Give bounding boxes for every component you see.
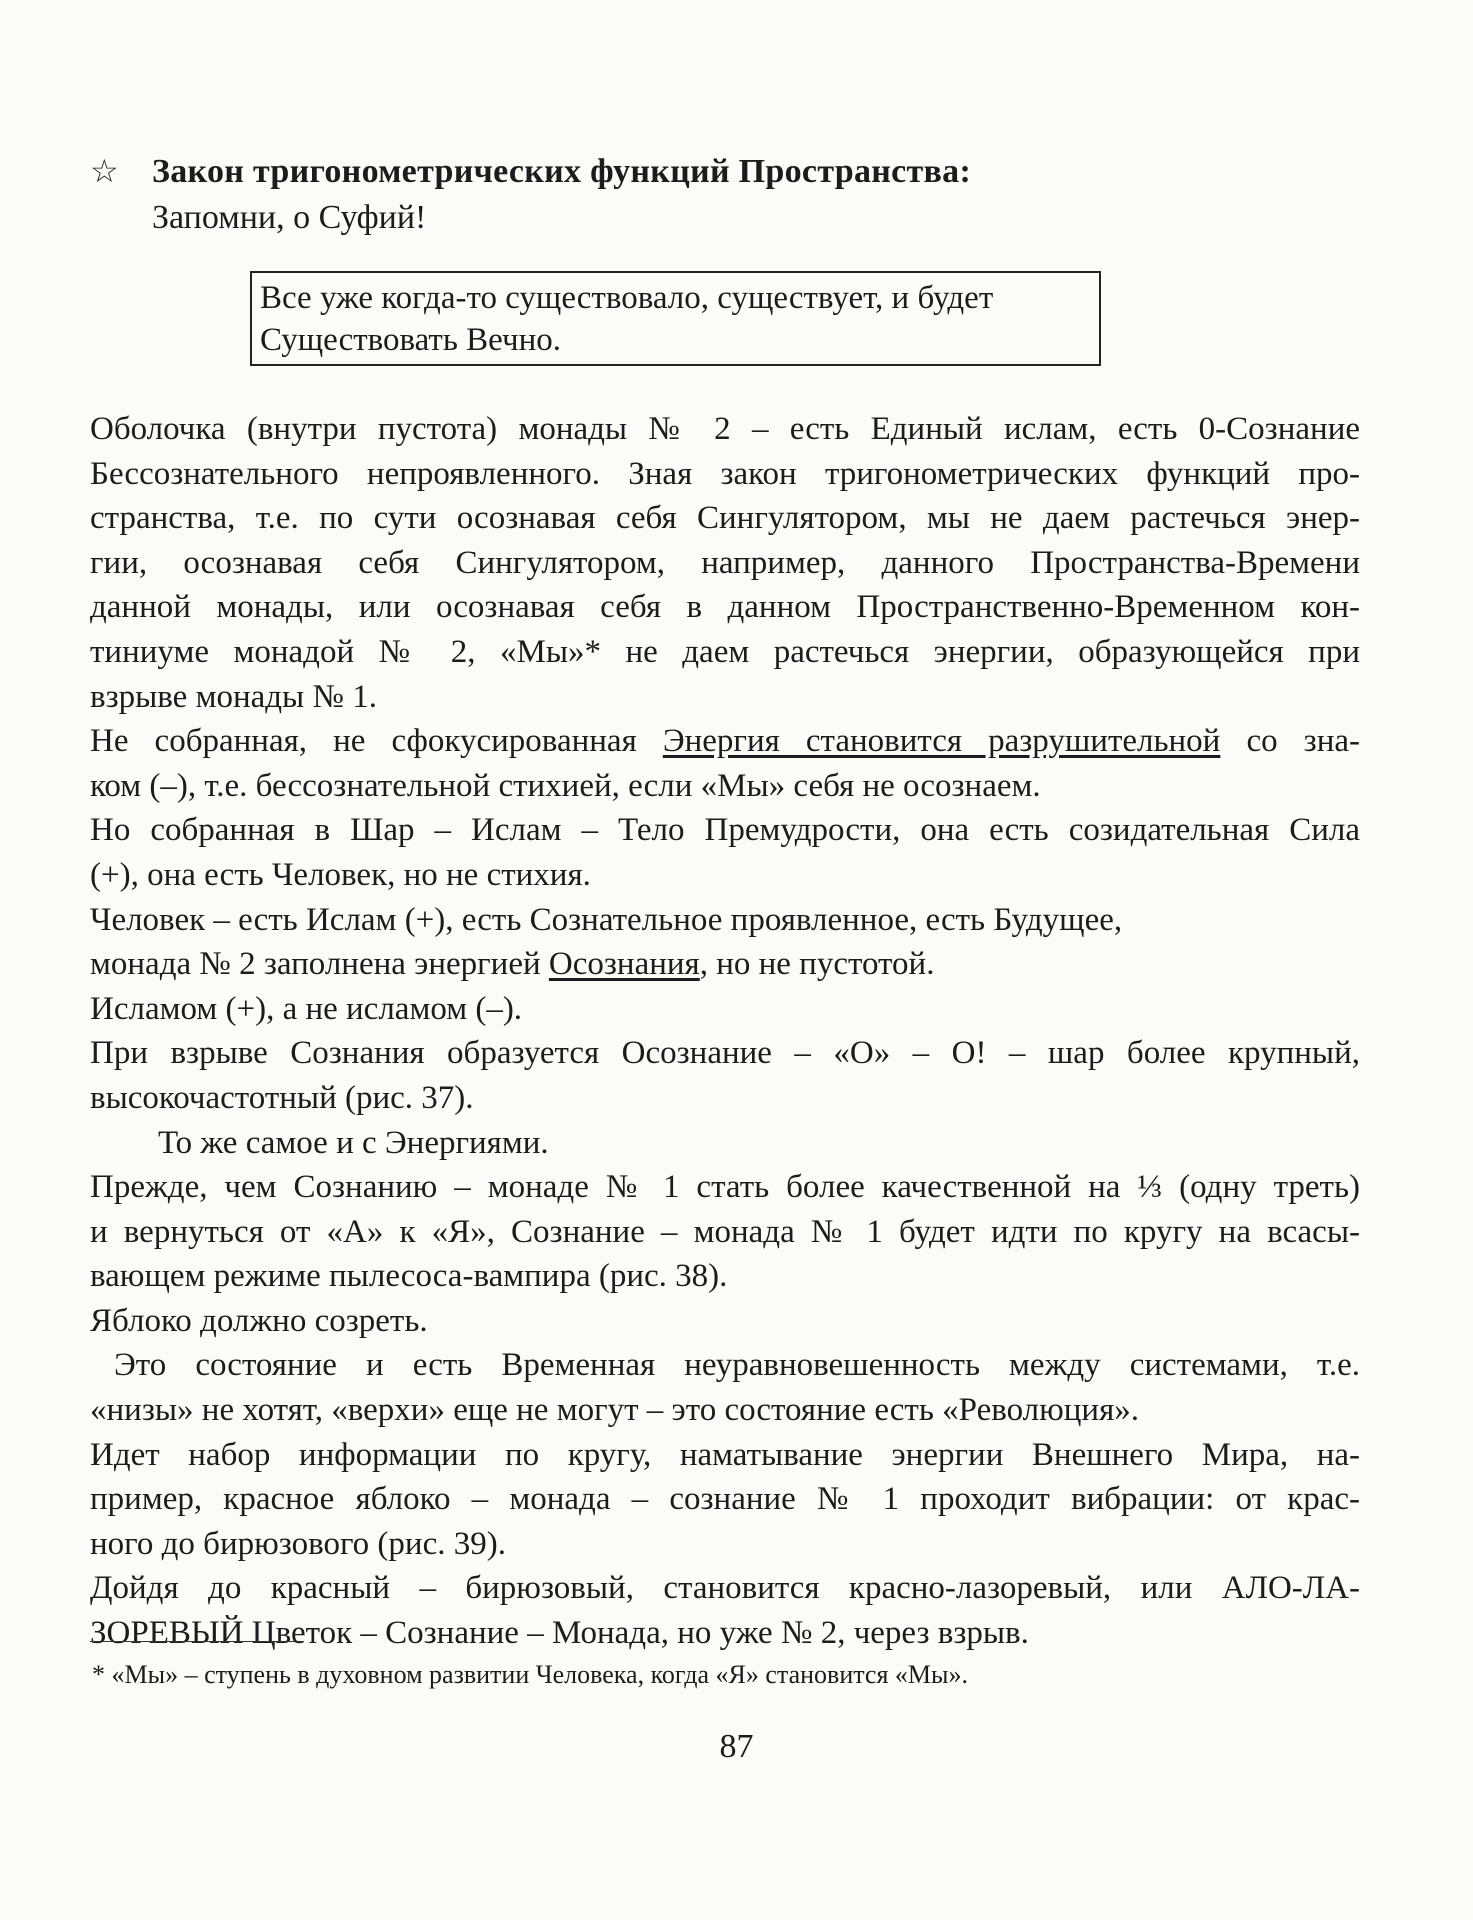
text-line: тиниуме монадой № 2, «Мы»* не даем растечься энергии, образующейся при xyxy=(90,633,1360,670)
boxed-quote-line: Существовать Вечно. xyxy=(260,322,561,358)
section-heading xyxy=(90,148,971,241)
text-line: Но собранная в Шар – Ислам – Тело Премудрости, она есть созидательная Сила xyxy=(90,812,1360,849)
boxed-quote xyxy=(250,271,1101,366)
text-line: При взрыве Сознания образуется Осознание – «О» – О! – шар более крупный, xyxy=(90,1035,1360,1072)
text-line: То же самое и с Энергиями. xyxy=(158,1124,549,1161)
text-line: данной монады, или осознавая себя в данном Пространственно-Временном кон- xyxy=(90,589,1360,626)
text-line: ного до бирюзового (рис. 39). xyxy=(90,1525,506,1562)
footnote-divider xyxy=(90,1641,304,1642)
underlined-phrase: Энергия становится разрушительной xyxy=(662,723,1221,760)
text-line: Бессознательного непроявленного. Зная закон тригонометрических функций про- xyxy=(90,455,1360,492)
text-line: Человек – есть Ислам (+), есть Сознательное проявленное, есть Будущее, xyxy=(90,901,1123,938)
text-line: (+), она есть Человек, но не стихия. xyxy=(90,856,591,893)
text-line: взрыве монады № 1. xyxy=(90,678,377,715)
page-number: 87 xyxy=(719,1728,754,1765)
star-icon: ☆ xyxy=(90,153,119,189)
text-line xyxy=(90,942,1360,987)
text-segment: , но не пустотой. xyxy=(699,946,935,983)
footnote: * «Мы» – ступень в духовном развитии Человека, когда «Я» становится «Мы». xyxy=(92,1660,969,1689)
body-text xyxy=(90,407,1360,1656)
text-line: Идет набор информации по кругу, наматывание энергии Внешнего Мира, на- xyxy=(90,1436,1360,1473)
text-segment: Не собранная, не сфокусированная xyxy=(90,723,663,760)
text-segment: со зна- xyxy=(1220,723,1360,760)
text-line: пример, красное яблоко – монада – сознание № 1 проходит вибрации: от крас- xyxy=(90,1481,1360,1518)
text-line: Исламом (+), а не исламом (–). xyxy=(90,990,523,1027)
text-line: гии, осознавая себя Сингулятором, например, данного Пространства-Времени xyxy=(90,544,1360,581)
boxed-quote-line: Все уже когда-то существовало, существует, и будет xyxy=(260,280,994,316)
text-segment: монада № 2 заполнена энергией xyxy=(90,946,549,983)
heading-title: Закон тригонометрических функций Пространства: xyxy=(152,153,972,190)
text-line: ком (–), т.е. бессознательной стихией, если «Мы» себя не осознаем. xyxy=(90,767,1041,804)
text-line xyxy=(90,719,1360,764)
text-line: Оболочка (внутри пустота) монады № 2 – есть Единый ислам, есть 0-Сознание xyxy=(90,411,1360,447)
text-line: «низы» не хотят, «верхи» еще не могут – это состояние есть «Революция». xyxy=(90,1392,1140,1429)
text-line: и вернуться от «А» к «Я», Сознание – монада № 1 будет идти по кругу на всасы- xyxy=(90,1213,1360,1250)
underlined-phrase: Осознания xyxy=(548,946,700,983)
text-line: высокочастотный (рис. 37). xyxy=(90,1079,474,1116)
text-line: Дойдя до красный – бирюзовый, становится красно-лазоревый, или АЛО-ЛА- xyxy=(90,1570,1360,1607)
heading-subtitle: Запомни, о Суфий! xyxy=(152,199,427,236)
text-line: ЗОРЕВЫЙ Цветок – Сознание – Монада, но уже № 2, через взрыв. xyxy=(90,1615,1029,1652)
text-line: вающем режиме пылесоса-вампира (рис. 38). xyxy=(90,1258,728,1295)
text-line: Прежде, чем Сознанию – монаде № 1 стать более качественной на ⅓ (одну треть) xyxy=(90,1169,1360,1206)
text-line: Это состояние и есть Временная неуравновешенность между системами, т.е. xyxy=(114,1347,1360,1384)
text-line: Яблоко должно созреть. xyxy=(90,1302,428,1339)
text-line: странства, т.е. по сути осознавая себя Сингулятором, мы не даем растечься энер- xyxy=(90,500,1360,537)
